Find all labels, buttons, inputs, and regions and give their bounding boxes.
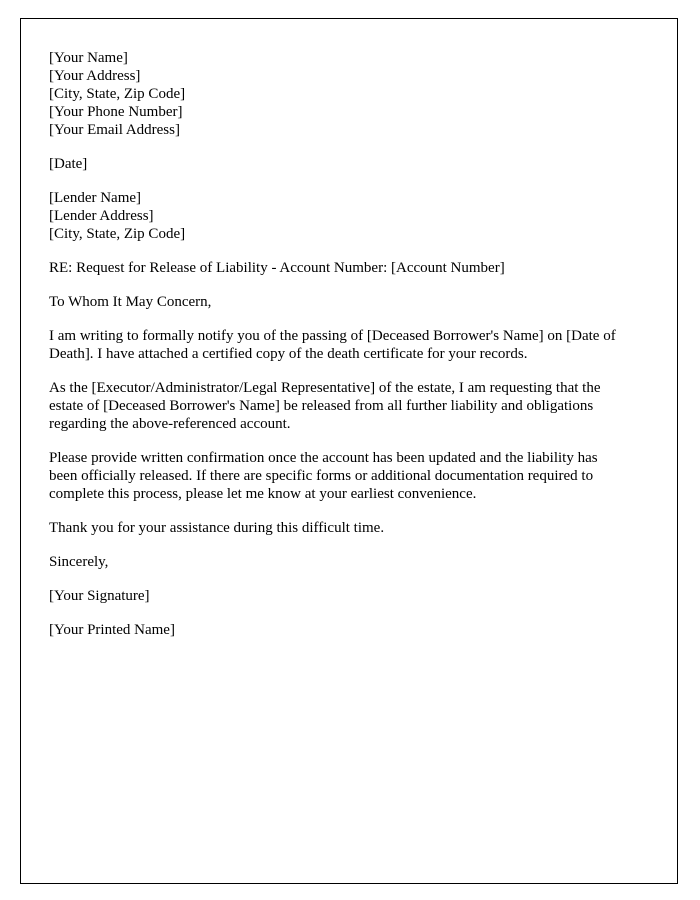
subject-line: RE: Request for Release of Liability - Account Number: [Account Number]: [49, 260, 505, 276]
letter-page: [20, 18, 678, 884]
lender-address: [Lender Address]: [49, 208, 154, 224]
printed-name-placeholder: [Your Printed Name]: [49, 622, 175, 638]
sender-address: [Your Address]: [49, 68, 141, 84]
sender-name: [Your Name]: [49, 50, 128, 66]
closing: Sincerely,: [49, 554, 109, 570]
paragraph-thanks: Thank you for your assistance during this difficult time.: [49, 520, 385, 536]
letter-body: [49, 49, 619, 639]
sender-phone: [Your Phone Number]: [49, 104, 183, 120]
salutation: To Whom It May Concern,: [49, 294, 212, 310]
lender-name: [Lender Name]: [49, 190, 142, 206]
date-line: [49, 155, 619, 173]
paragraph-confirmation: Please provide written confirmation once the account has been updated and the liability has been officially released. If there are specific forms or additional documentation required to complete this process, please let me know at your earliest convenience.: [49, 450, 598, 502]
lender-city-state-zip: [City, State, Zip Code]: [49, 226, 186, 242]
signature-placeholder: [Your Signature]: [49, 588, 150, 604]
date: [Date]: [49, 156, 88, 172]
paragraph-request: As the [Executor/Administrator/Legal Representative] of the estate, I am requesting that the estate of [Deceased Borrower's Name] be released from all further liability and obligations regarding the above-referenced account.: [49, 380, 601, 432]
paragraph-notification: I am writing to formally notify you of the passing of [Deceased Borrower's Name] on [Date of Death]. I have attached a certified copy of the death certificate for your records.: [49, 328, 616, 362]
sender-block: [49, 49, 619, 139]
sender-city-state-zip: [City, State, Zip Code]: [49, 86, 186, 102]
sender-email: [Your Email Address]: [49, 122, 180, 138]
lender-block: [49, 189, 619, 243]
